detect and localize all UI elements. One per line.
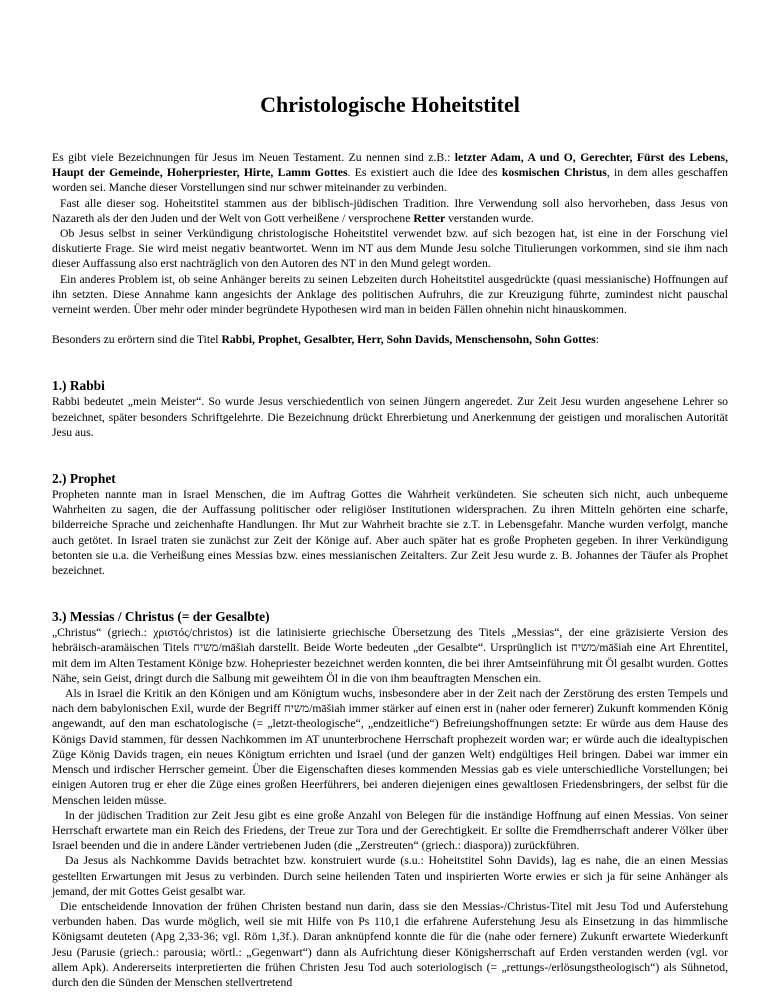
section-paragraph-3: In der jüdischen Tradition zur Zeit Jesu gibt es eine große Anzahl von Belegen für die inständige Hoffnung auf einen Messias. Von seiner Herrschaft erwartete man ein Reich des Friedens, der Treue zur Tora und der Gerechtigkeit. Er sollte die Fremdherrschaft anderer Völker über Israel beenden und die in andere Länder vertriebenen Juden (die „Zerstreuten“ (griech.: diaspora)) zurückführen. [52, 808, 728, 853]
text-run: Fast alle dieser sog. Hoheitstitel stammen aus der biblisch-jüdischen Tradition. Ihre Verwendung soll also hervorheben, dass Jesus von Nazareth als der den Juden und der Welt von Gott verheißene / versprochene [52, 196, 728, 225]
document-title: Christologische Hoheitstitel [260, 92, 520, 117]
section-heading: 2.) Prophet [52, 471, 116, 487]
intro-paragraph-2 [52, 196, 728, 226]
section-messias [52, 608, 728, 990]
intro-paragraph-1 [52, 150, 728, 196]
intro-paragraph-5 [52, 332, 728, 347]
spacer [52, 440, 728, 470]
intro-paragraph-3: Ob Jesus selbst in seiner Verkündigung christologische Hoheitstitel verwendet bzw. auf sich bezogen hat, ist eine in der Forschung viel diskutierte Frage. Sie wird meist negativ beantwortet. Wenn im NT aus dem Munde Jesu solche Titulierungen vorkommen, sind sie ihm nach dieser Auffassung also erst nachträglich von den Autoren des NT in den Mund gelegt worden. [52, 227, 728, 271]
section-heading: 3.) Messias / Christus (= der Gesalbte) [52, 609, 270, 625]
bold-retter: Retter [413, 211, 446, 225]
text-run: . Es existiert auch die Idee des [347, 166, 502, 180]
section-rabbi [52, 377, 728, 440]
section-paragraph-4: Da Jesus als Nachkomme Davids betrachtet bzw. konstruiert wurde (s.u.: Hoheitstitel Sohn Davids), lag es nahe, die an einen Messias gestellten Erwartungen mit Jesus zu verbinden. Durch seine heilenden Taten und inspirierten Worte erwies er sich ja für seine Anhänger als jemand, der mit Gottes Geist gesalbt war. [52, 854, 728, 898]
intro-paragraph-4: Ein anderes Problem ist, ob seine Anhänger bereits zu seinen Lebzeiten durch Hoheitstitel ausgedrückte (quasi messianische) Hoffnungen auf ihn setzten. Diese Annahme kann angesichts der Anklage des politischen Aufruhrs, die zur Kreuzigung führte, zumindest nicht pauschal verneint werden. Über mehr oder minder begründete Hypothesen wird man in beiden Fällen ohnehin nicht hinauskommen. [52, 272, 728, 317]
document-body [52, 150, 728, 990]
section-paragraph-1: „Christus“ (griech.: χριστός/christos) ist die latinisierte griechische Übersetzung des Titels „Messias“, der eine gräzisierte Version des hebräisch-aramäischen Titels משיח/māšiah darstellt. Beide Worte bedeuten „der Gesalbte“. Ursprünglich ist משיח/māšiah eine Art Ehrentitel, mit dem im Alten Testament Könige bzw. Hohepriester bezeichnet werden konnten, die bei ihrer Amtseinführung mit Öl gesalbt wurden. Gottes Nähe, sein Geist, dringt durch die Salbung mit geweihtem Öl in die von ihm beauftragten Menschen ein. [52, 626, 728, 685]
bold-titles: letzter Adam, A und O, Gerechter, Fürst des Lebens, Haupt der Gemeinde, Hoherpriester, Hirte, Lamm Gottes [52, 151, 728, 180]
section-text: Rabbi bedeutet „mein Meister“. So wurde Jesus verschiedentlich von seinen Jüngern angeredet. Zur Zeit Jesu wurden angesehene Lehrer so bezeichnet, später besonders Schriftgelehrte. Die Bezeichnung drückt Ehrerbietung und Anerkennung der geistigen und moralischen Autorität Jesu aus. [52, 395, 728, 439]
spacer [52, 578, 728, 608]
text-run: Besonders zu erörtern sind die Titel [52, 333, 222, 347]
text-run: verstanden wurde. [445, 211, 534, 225]
bold-title-list: Rabbi, Prophet, Gesalbter, Herr, Sohn Davids, Menschensohn, Sohn Gottes [221, 333, 596, 347]
section-paragraph-2: Als in Israel die Kritik an den Königen und am Königtum wuchs, insbesondere aber in der Zeit nach der Zerstörung des ersten Tempels und nach dem babylonischen Exil, wurde der Begriff משיח/māšiah immer stärker auf einen erst in (naher oder fernerer) Zukunft kommenden König angewandt, auf den man eschatologische (= „letzt-theologische“, „endzeitliche“) Befreiungshoffnungen setzte: Er würde aus dem Hause des Königs David stammen, für dessen Nachkommen im AT ununterbrochene Herrschaft prophezeit worden war; er würde auch die idealtypischen Züge König Davids tragen, ein neues Königtum errichten und Israel (und der ganzen Welt) endgültiges Heil bringen. Dabei war immer ein Mensch und irdischer Herrscher gemeint. Über die Eigenschaften dieses kommenden Messias gab es viele unterschiedliche Vorstellungen; bei einigen Autoren trug er eher die Züge eines großen Heerführers, bei anderen diejenigen eines gewaltlosen Friedensbringers, der selbst für die Menschen leiden müsse. [52, 687, 728, 807]
text-run: , in dem alles geschaffen worden sei. Manche dieser Vorstellungen sind nur schwer miteinander zu verbinden. [52, 166, 728, 195]
text-run: Es gibt viele Bezeichnungen für Jesus im Neuen Testament. Zu nennen sind z.B.: [52, 151, 455, 164]
section-prophet [52, 470, 728, 578]
section-heading: 1.) Rabbi [52, 378, 105, 394]
spacer [52, 347, 728, 377]
bold-kosmischer-christus: kosmischen Christus [501, 166, 607, 180]
section-paragraph-5: Die entscheidende Innovation der frühen Christen bestand nun darin, dass sie den Messias-/Christus-Titel mit Jesu Tod und Auferstehung verbunden haben. Das wurde möglich, weil sie mit Hilfe von Ps 110,1 die erfahrene Auferstehung Jesu als Einsetzung in das himmlische Königsamt deuteten (Apg 2,33-36; vgl. Röm 1,3f.). Daran anknüpfend konnte die für die (nahe oder fernere) Zukunft erwartete Wiederkunft Jesu (Parusie (griech.: parousia; wörtl.: „Gegenwart“) dann als Aufrichtung dieser Königsherrschaft auf Erden verstanden werden (vgl. vor allem Apk). Andererseits interpretierten die frühen Christen Jesu Tod auch soteriologisch (= „rettungs-/erlösungstheologisch“) als Sühnetod, durch den die Sünden der Menschen stellvertretend [52, 899, 728, 989]
text-run: : [595, 333, 599, 347]
section-text: Propheten nannte man in Israel Menschen, die im Auftrag Gottes die Wahrheit verkündeten. Sie scheuten sich nicht, auch unbequeme Wahrheiten zu sagen, die der Auffassung politischer oder religiöser Institutionen widersprachen. Zu ihren Mitteln gehörten eine scharfe, bilderreiche Sprache und zeichenhafte Handlungen. Ihr Mut zur Wahrheit brachte sie z.T. in Lebensgefahr. Manche wurden verfolgt, manche auch getötet. In Israel traten sie zunächst zur Zeit der Könige auf. Aber auch später hat es große Propheten gegeben. In ihrer Verkündigung betonten sie u.a. die Verheißung eines Messias bzw. eines messianischen Zeitalters. Zur Zeit Jesu wurde z. B. Johannes der Täufer als Prophet bezeichnet. [52, 488, 728, 578]
spacer [52, 317, 728, 332]
